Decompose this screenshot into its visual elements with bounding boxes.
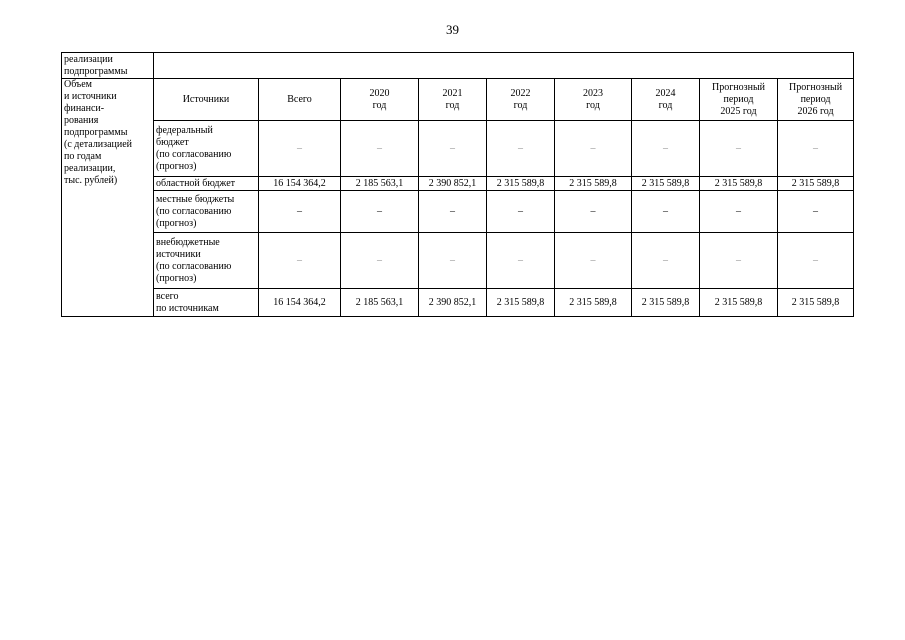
source-regional-budget: областной бюджет <box>154 177 259 191</box>
cell-federal-2021: – <box>419 121 487 177</box>
source-local-budgets: местные бюджеты (по согласованию (прогноз) <box>154 191 259 233</box>
realization-value <box>154 53 854 79</box>
cell-extra-2022: – <box>487 233 555 289</box>
cell-total-2023: 2 315 589,8 <box>555 289 632 317</box>
row-regional-budget <box>62 177 854 191</box>
cell-regional-2026: 2 315 589,8 <box>778 177 854 191</box>
realization-label: реализации подпрограммы <box>62 53 154 79</box>
cell-total-2021: 2 390 852,1 <box>419 289 487 317</box>
header-total: Всего <box>259 79 341 121</box>
cell-federal-2026: – <box>778 121 854 177</box>
cell-total-2025: 2 315 589,8 <box>700 289 778 317</box>
header-2025: Прогнозный период 2025 год <box>700 79 778 121</box>
cell-regional-2025: 2 315 589,8 <box>700 177 778 191</box>
cell-extra-2020: – <box>341 233 419 289</box>
cell-extra-2026: – <box>778 233 854 289</box>
cell-local-2023: – <box>555 191 632 233</box>
cell-regional-2022: 2 315 589,8 <box>487 177 555 191</box>
source-federal-budget: федеральный бюджет (по согласованию (прогноз) <box>154 121 259 177</box>
section-label: Объем и источники финанси- рования подпрограммы (с детализацией по годам реализации, тыс. рублей) <box>62 79 154 317</box>
page-number: 39 <box>446 22 459 37</box>
header-2022: 2022 год <box>487 79 555 121</box>
header-sources: Источники <box>154 79 259 121</box>
cell-regional-2023: 2 315 589,8 <box>555 177 632 191</box>
row-local-budgets <box>62 191 854 233</box>
cell-federal-2020: – <box>341 121 419 177</box>
financing-table <box>61 52 854 317</box>
cell-total-2026: 2 315 589,8 <box>778 289 854 317</box>
row-extrabudgetary <box>62 233 854 289</box>
source-extrabudgetary: внебюджетные источники (по согласованию (прогноз) <box>154 233 259 289</box>
cell-total-total: 16 154 364,2 <box>259 289 341 317</box>
cell-local-2020: – <box>341 191 419 233</box>
cell-regional-2021: 2 390 852,1 <box>419 177 487 191</box>
cell-federal-2023: – <box>555 121 632 177</box>
cell-total-2024: 2 315 589,8 <box>632 289 700 317</box>
cell-local-total: – <box>259 191 341 233</box>
row-federal-budget <box>62 121 854 177</box>
header-2024: 2024 год <box>632 79 700 121</box>
header-2020: 2020 год <box>341 79 419 121</box>
cell-federal-2022: – <box>487 121 555 177</box>
cell-extra-2021: – <box>419 233 487 289</box>
cell-total-2020: 2 185 563,1 <box>341 289 419 317</box>
cell-local-2021: – <box>419 191 487 233</box>
realization-row <box>62 53 854 79</box>
cell-total-2022: 2 315 589,8 <box>487 289 555 317</box>
cell-federal-total: – <box>259 121 341 177</box>
cell-local-2024: – <box>632 191 700 233</box>
cell-local-2025: – <box>700 191 778 233</box>
cell-extra-2023: – <box>555 233 632 289</box>
cell-extra-2024: – <box>632 233 700 289</box>
header-2023: 2023 год <box>555 79 632 121</box>
cell-local-2026: – <box>778 191 854 233</box>
cell-local-2022: – <box>487 191 555 233</box>
cell-federal-2025: – <box>700 121 778 177</box>
row-total-sources <box>62 289 854 317</box>
cell-regional-total: 16 154 364,2 <box>259 177 341 191</box>
cell-extra-2025: – <box>700 233 778 289</box>
cell-regional-2024: 2 315 589,8 <box>632 177 700 191</box>
cell-regional-2020: 2 185 563,1 <box>341 177 419 191</box>
cell-federal-2024: – <box>632 121 700 177</box>
header-row <box>62 79 854 121</box>
cell-extra-total: – <box>259 233 341 289</box>
header-2021: 2021 год <box>419 79 487 121</box>
source-total: всего по источникам <box>154 289 259 317</box>
header-2026: Прогнозный период 2026 год <box>778 79 854 121</box>
